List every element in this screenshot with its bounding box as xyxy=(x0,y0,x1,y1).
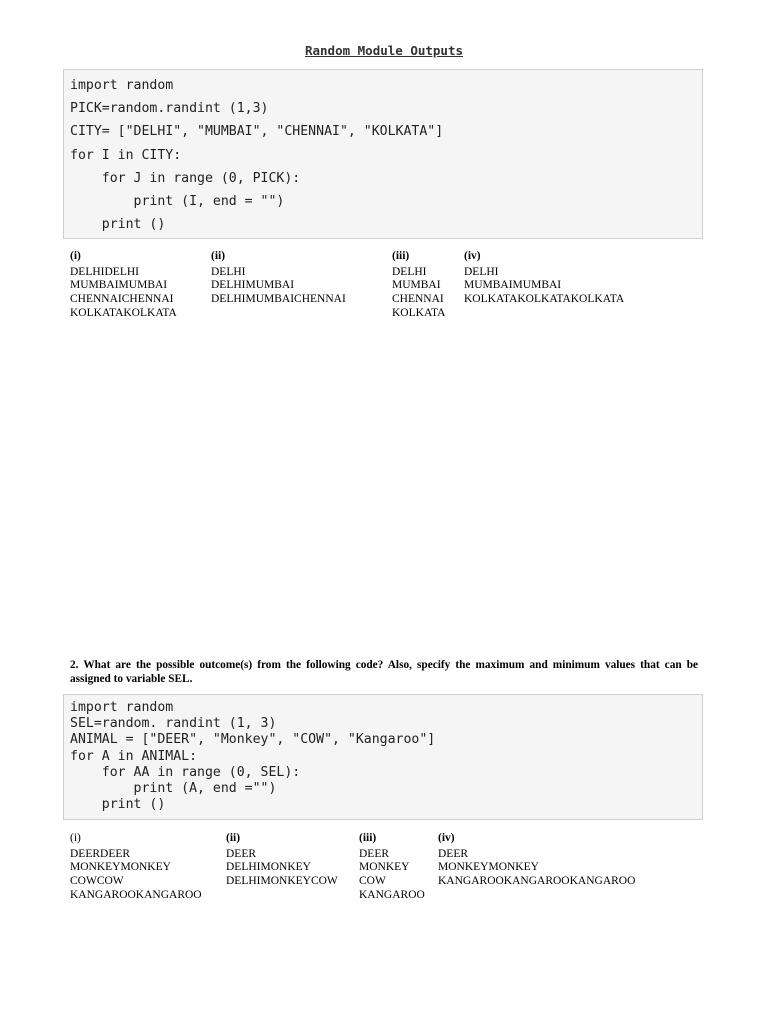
option-line: DELHIMONKEYCOW xyxy=(226,875,338,888)
code-line: for AA in range (0, SEL): xyxy=(70,764,301,780)
option-2-i xyxy=(70,832,202,903)
option-line: MUMBAIMUMBAI xyxy=(70,279,168,292)
code-line: SEL=random. randint (1, 3) xyxy=(70,716,277,732)
option-label: (ii) xyxy=(211,250,226,262)
option-line: DEER xyxy=(226,847,257,860)
option-line: DELHI xyxy=(392,265,427,278)
option-line: DELHIDELHI xyxy=(70,265,139,278)
option-line: MUMBAIMUMBAI xyxy=(464,279,562,292)
code-line: CITY= ["DELHI", "MUMBAI", "CHENNAI", "KOLKATA"] xyxy=(70,124,444,140)
code-line: import random xyxy=(70,78,174,93)
code-line: ANIMAL = ["DEER", "Monkey", "COW", "Kangaroo"] xyxy=(70,732,436,748)
code-line: for I in CITY: xyxy=(70,147,182,163)
page-title: Random Module Outputs xyxy=(304,43,464,58)
option-line: KANGAROOKANGAROO xyxy=(70,888,202,901)
code-block-1 xyxy=(63,69,703,239)
option-line: DELHIMONKEY xyxy=(226,861,311,874)
option-label: (iv) xyxy=(464,250,481,262)
option-line: MONKEY xyxy=(359,861,410,874)
code-line: PICK=random.randint (1,3) xyxy=(70,101,269,117)
option-2-iv xyxy=(438,832,635,889)
code-line: print () xyxy=(70,217,166,233)
option-line: MONKEYMONKEY xyxy=(438,861,539,874)
option-1-iv xyxy=(464,250,624,307)
question-2: 2. What are the possible outcome(s) from the following code? Also, specify the maximum and minimum values that can be assigned to variable SEL. xyxy=(70,659,698,685)
code-line: import random xyxy=(70,700,174,715)
code-line: print (I, end = "") xyxy=(70,194,285,210)
code-line: for A in ANIMAL: xyxy=(70,748,198,764)
option-2-ii xyxy=(226,832,338,889)
option-line: DEER xyxy=(438,847,469,860)
option-1-i xyxy=(70,250,177,321)
option-line: MONKEYMONKEY xyxy=(70,861,171,874)
option-label: (iv) xyxy=(438,832,455,844)
code-line: for J in range (0, PICK): xyxy=(70,170,301,186)
option-label: (iii) xyxy=(359,832,377,844)
code-line: print (A, end ="") xyxy=(70,781,277,797)
option-line: DELHIMUMBAICHENNAI xyxy=(211,293,346,306)
option-2-iii xyxy=(359,832,425,903)
option-line: KOLKATA xyxy=(392,306,446,319)
option-line: CHENNAI xyxy=(392,293,444,306)
option-line: COW xyxy=(359,875,386,888)
option-1-iii xyxy=(392,250,445,321)
code-block-2 xyxy=(63,694,703,820)
option-label: (ii) xyxy=(226,832,241,844)
option-line: DEER xyxy=(359,847,390,860)
option-line: DELHI xyxy=(464,265,499,278)
option-line: KANGAROO xyxy=(359,888,425,901)
option-line: KOLKATAKOLKATAKOLKATA xyxy=(464,293,625,306)
code-line: print () xyxy=(70,797,166,813)
option-line: KANGAROOKANGAROOKANGAROO xyxy=(438,875,636,888)
option-line: DELHIMUMBAI xyxy=(211,279,295,292)
option-label: (i) xyxy=(70,250,81,262)
option-line: CHENNAICHENNAI xyxy=(70,293,174,306)
option-label: (i) xyxy=(70,832,81,844)
option-line: DELHI xyxy=(211,265,246,278)
option-line: DEERDEER xyxy=(70,847,131,860)
option-1-ii xyxy=(211,250,346,307)
option-line: KOLKATAKOLKATA xyxy=(70,306,177,319)
option-line: COWCOW xyxy=(70,875,124,888)
option-line: MUMBAI xyxy=(392,279,441,292)
option-label: (iii) xyxy=(392,250,410,262)
